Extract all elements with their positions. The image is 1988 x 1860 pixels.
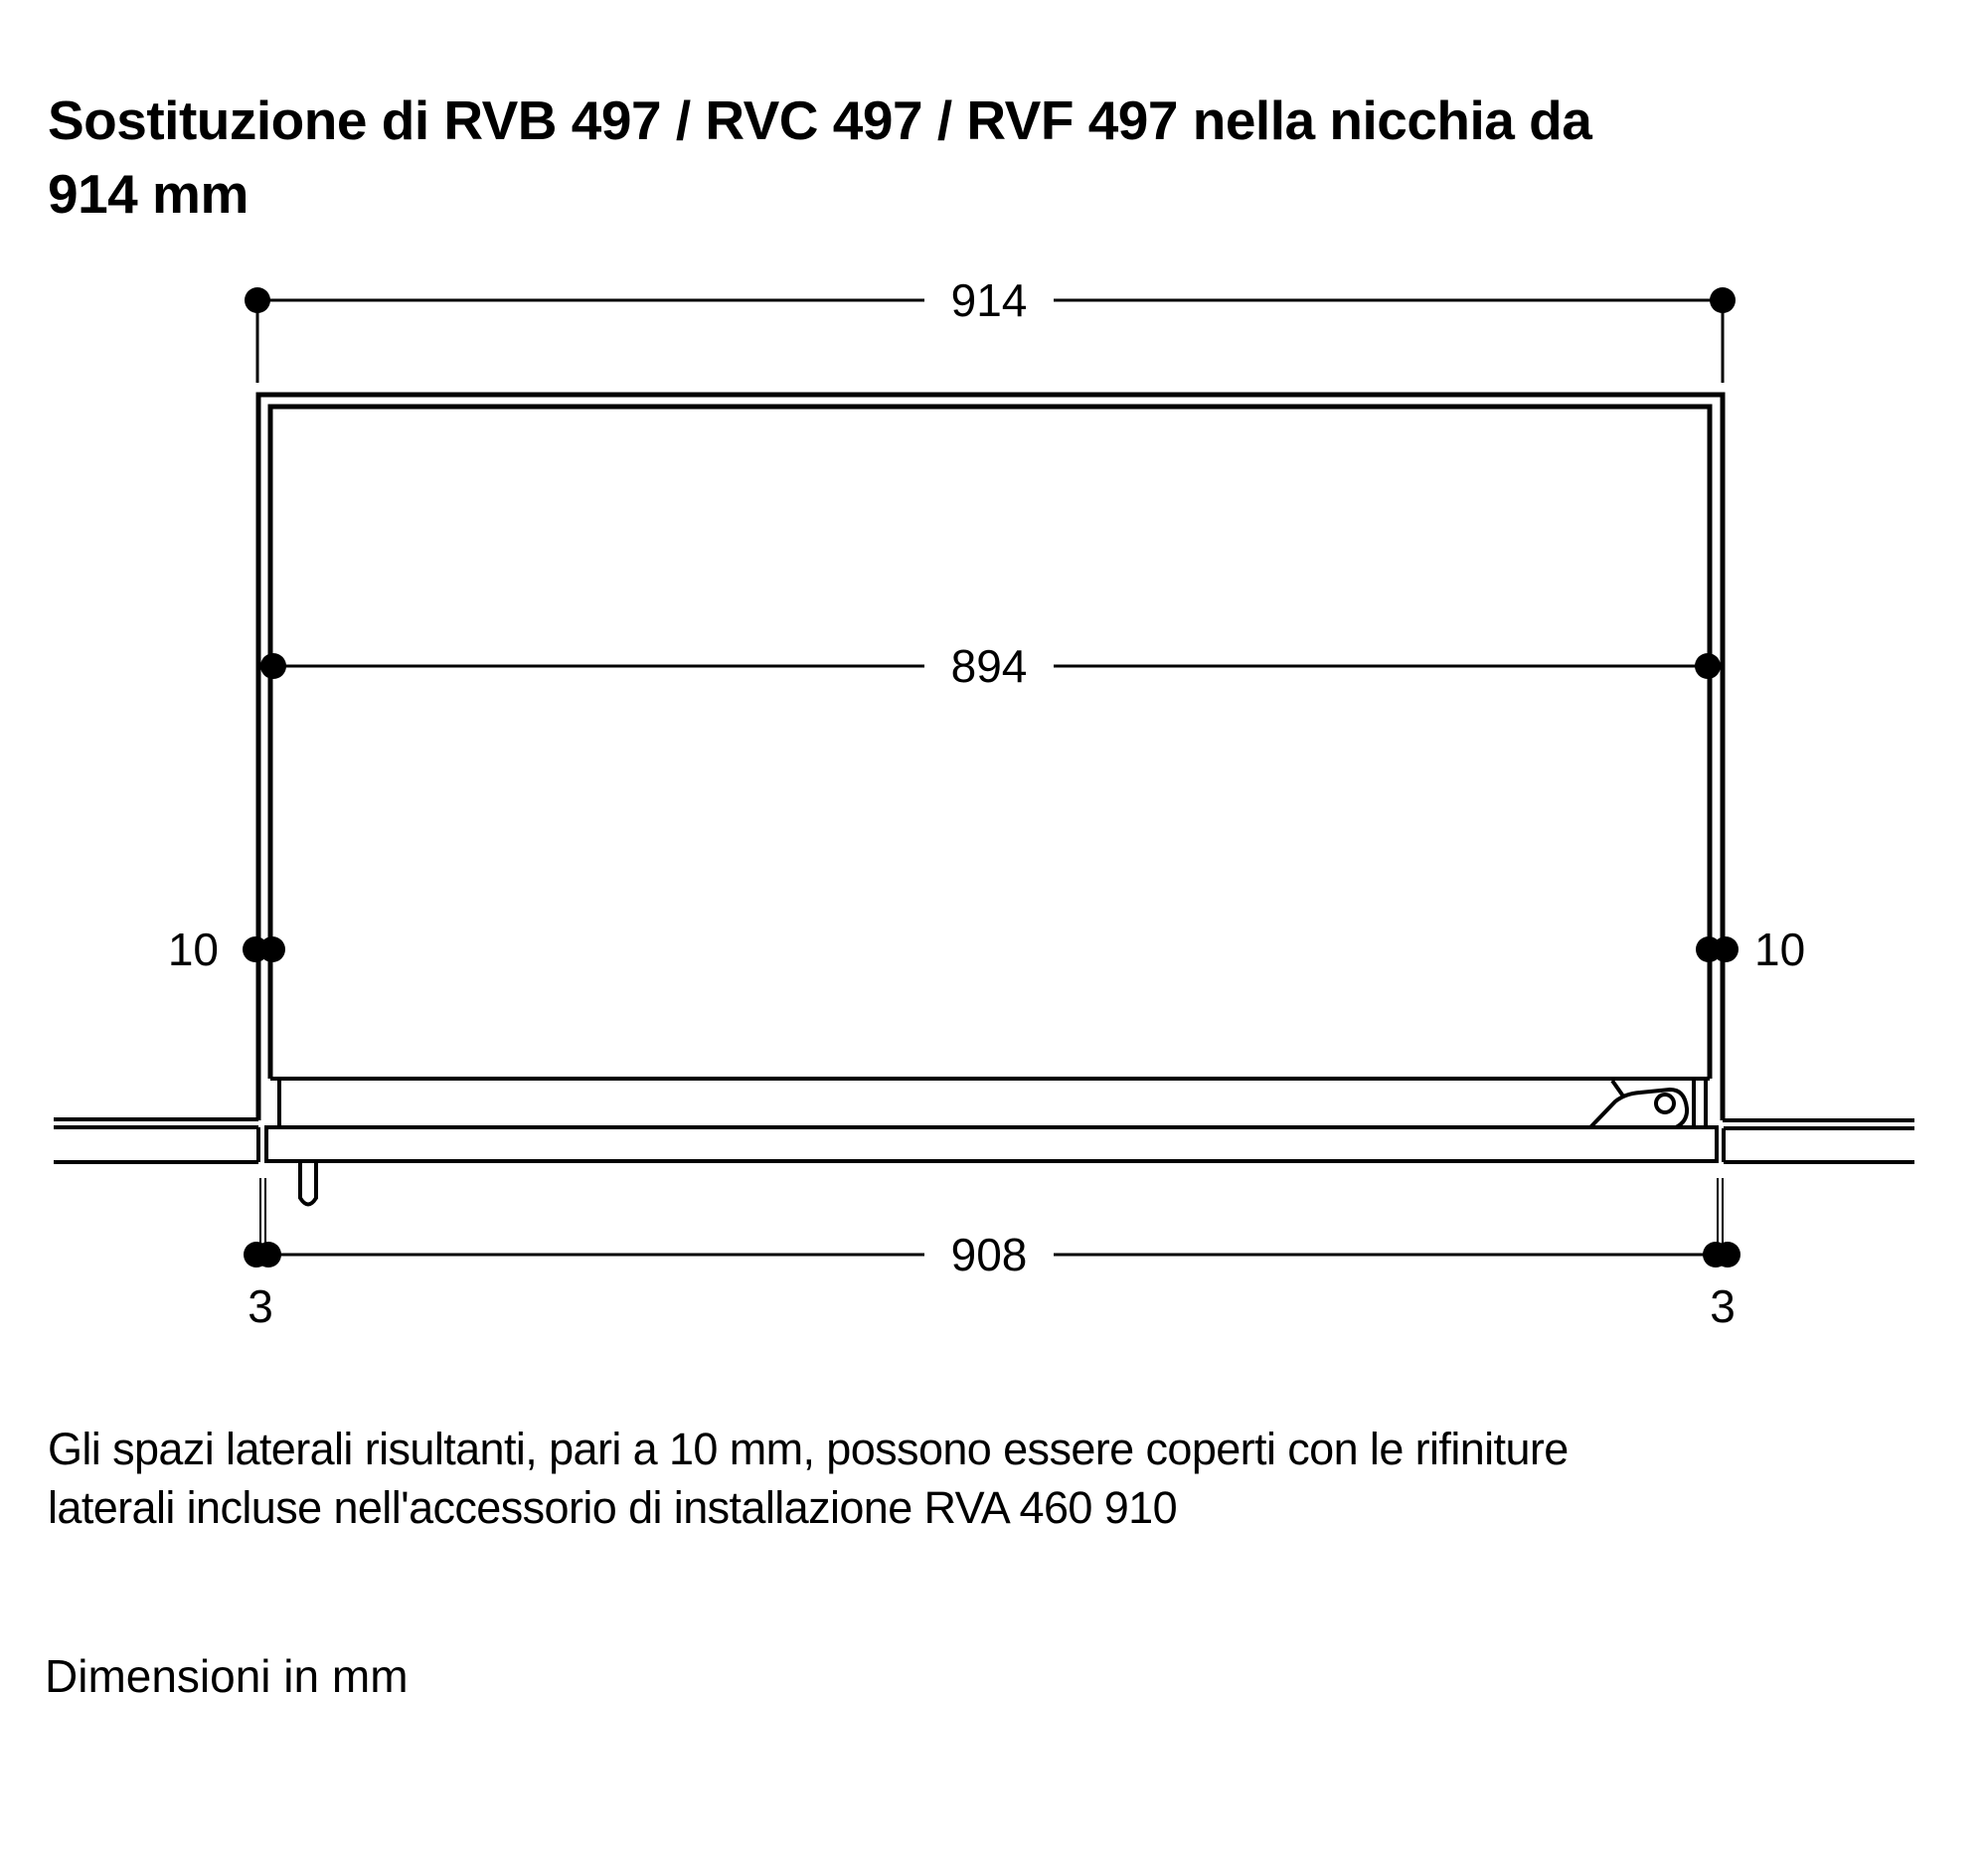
- note-line-1: Gli spazi laterali risultanti, pari a 10 mm, possono essere coperti con le rifiniture: [48, 1424, 1569, 1474]
- dimension-dot: [1695, 653, 1721, 679]
- dimension-dot: [1715, 1242, 1740, 1268]
- hinge-mechanism: [1590, 1081, 1687, 1127]
- label-gap-right: 10: [1754, 924, 1806, 975]
- installation-note: [48, 1420, 1976, 1537]
- dimension-dot: [1713, 936, 1739, 962]
- note-line-2: laterali incluse nell'accessorio di installazione RVA 460 910: [48, 1482, 1178, 1533]
- title-line-2: 914 mm: [48, 163, 248, 225]
- dimension-dot: [245, 287, 270, 313]
- dimension-dot: [255, 1242, 281, 1268]
- niche-outline: [258, 395, 1723, 1120]
- dimension-dot: [260, 653, 286, 679]
- label-gap-left: 10: [167, 924, 219, 975]
- drawer-front: [279, 1079, 1706, 1127]
- label-bottom-gap-right: 3: [1710, 1280, 1736, 1332]
- plinth-slab: [266, 1127, 1717, 1161]
- handle: [300, 1162, 316, 1205]
- label-908: 908: [950, 1229, 1028, 1280]
- title-line-1: Sostituzione di RVB 497 / RVC 497 / RVF 497 nella nicchia da: [48, 89, 1592, 151]
- dimension-dot: [259, 936, 285, 962]
- appliance-body: [270, 407, 1710, 1079]
- dimension-side-gap-right: [1696, 936, 1739, 962]
- left-countertop: [54, 1119, 258, 1162]
- label-894: 894: [950, 640, 1028, 692]
- label-bottom-gap-left: 3: [248, 1280, 273, 1332]
- right-countertop: [1723, 1120, 1914, 1162]
- label-914: 914: [950, 274, 1028, 326]
- dimension-dot: [1710, 287, 1736, 313]
- units-label: Dimensioni in mm: [45, 1650, 409, 1702]
- dimension-side-gap-left: [243, 936, 285, 962]
